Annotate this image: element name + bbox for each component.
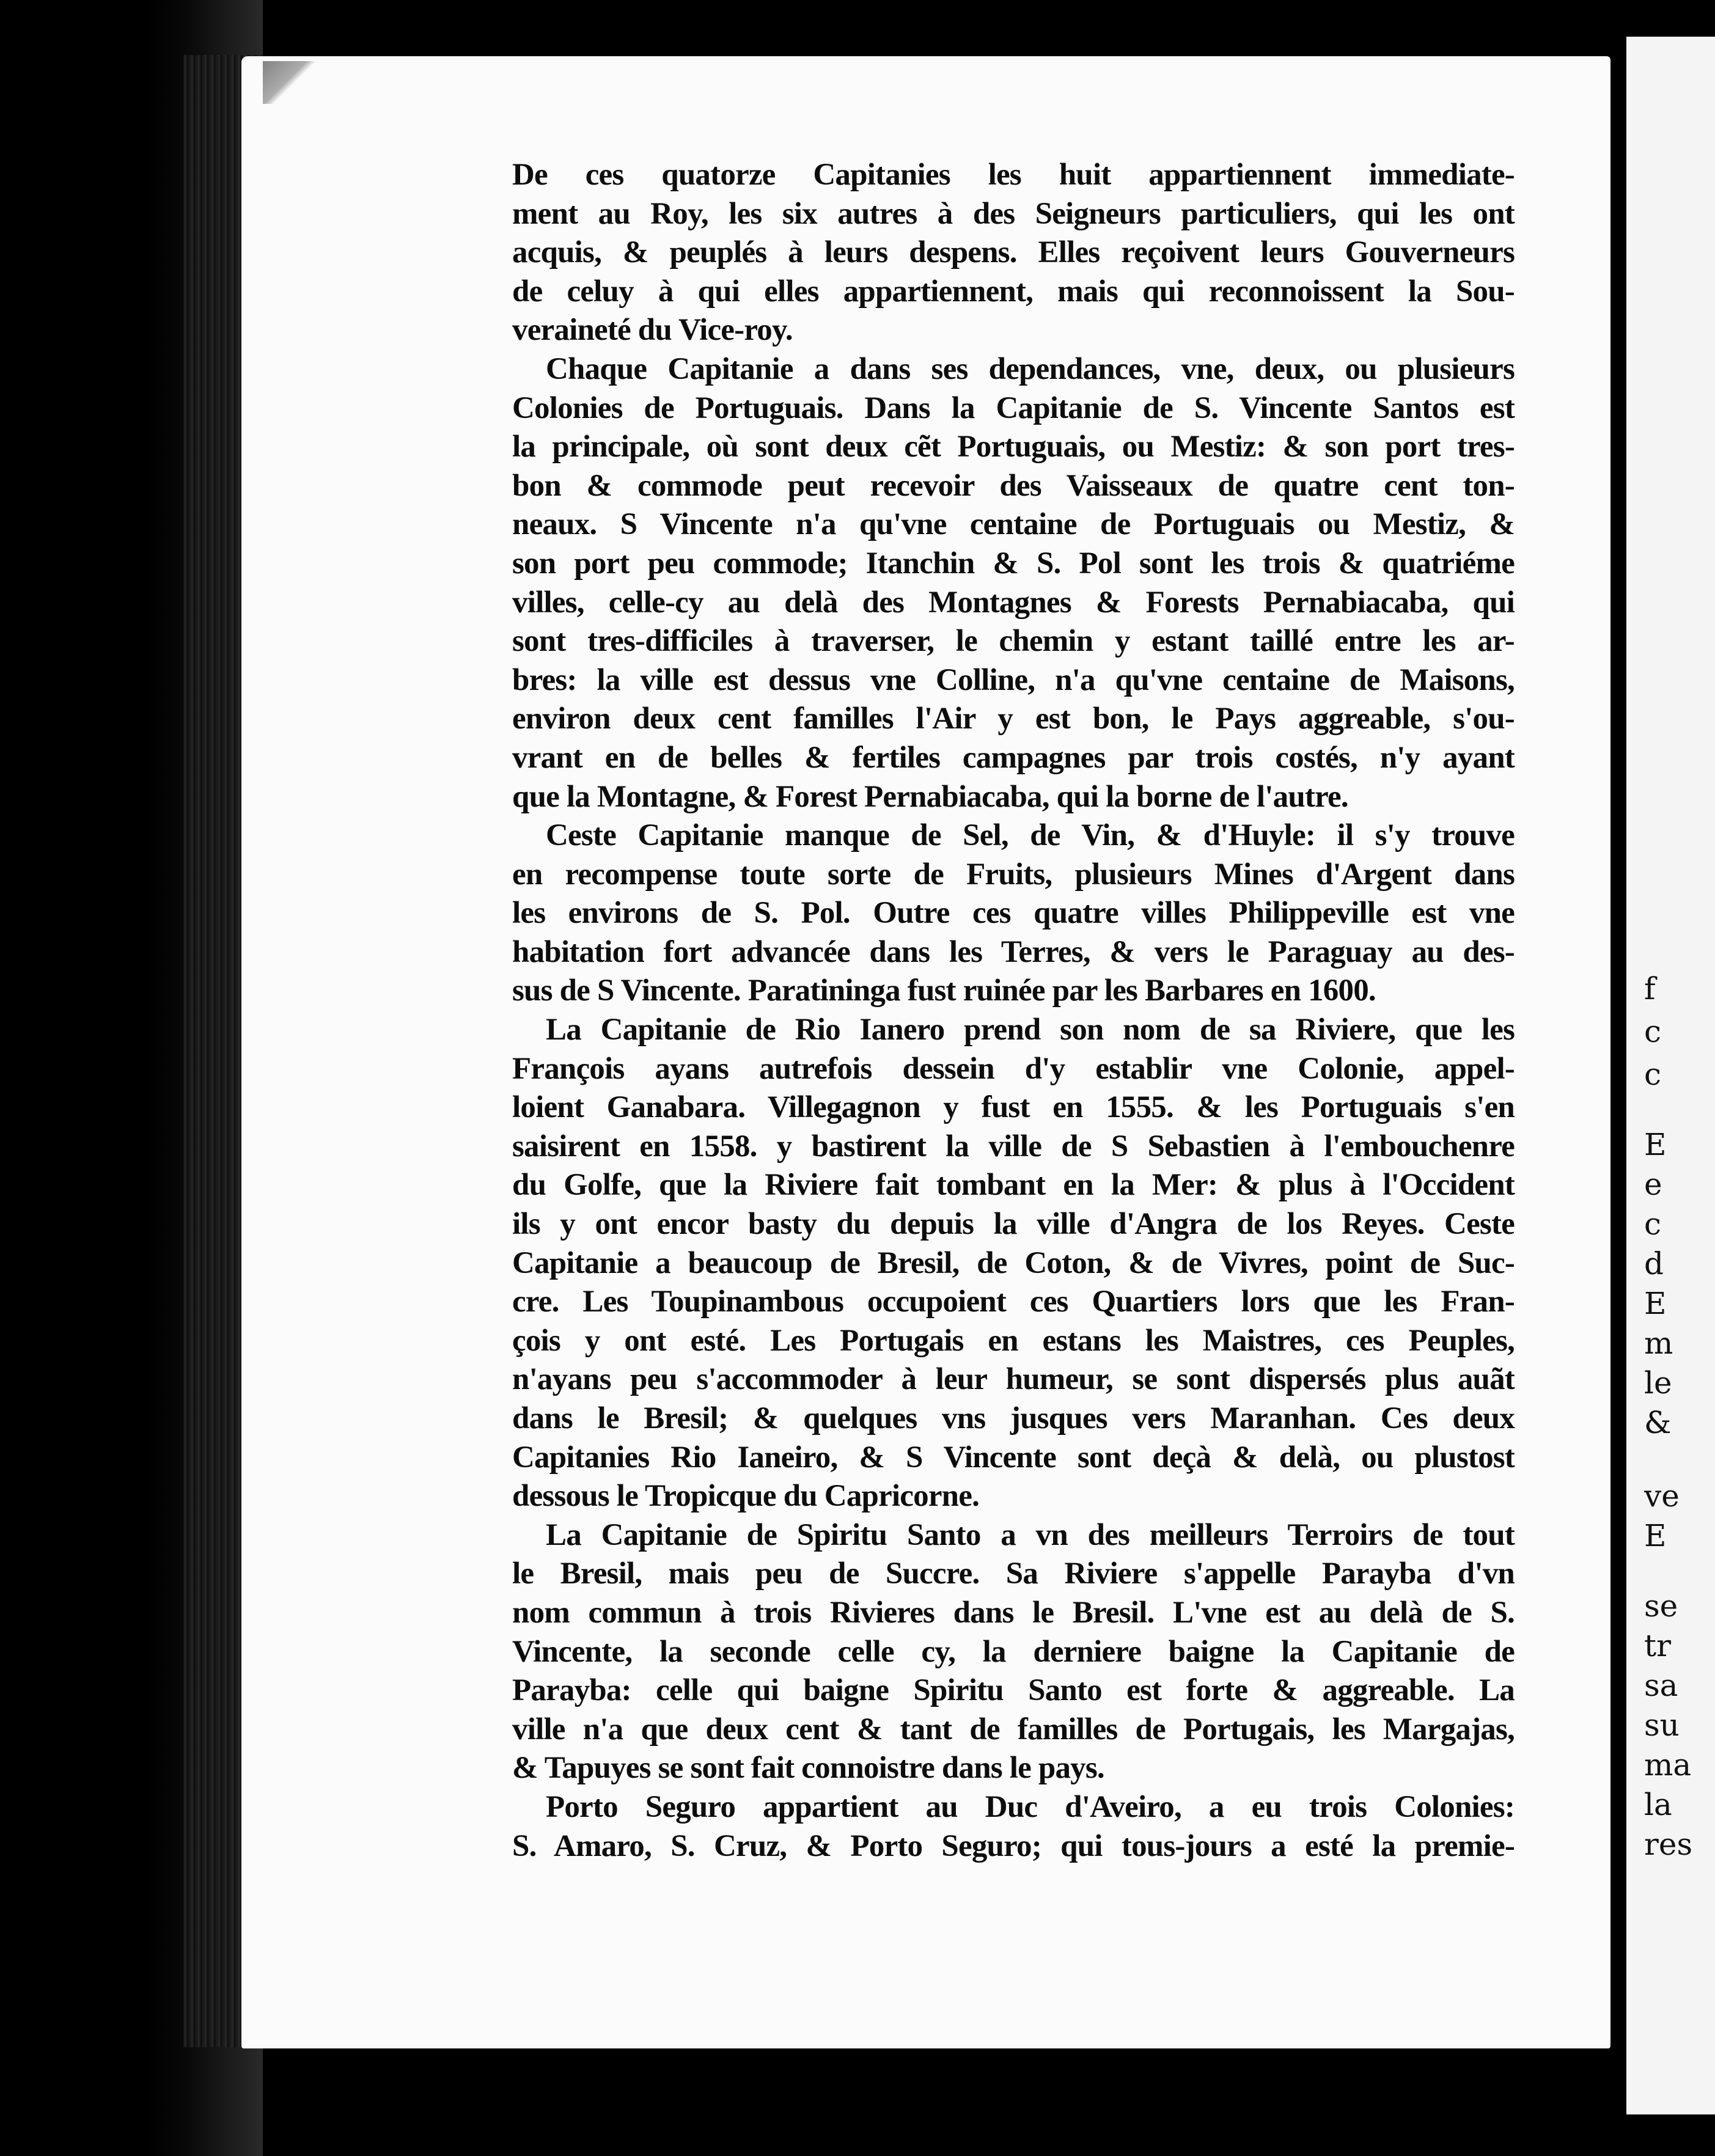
facing-page-fragment: E	[1644, 1519, 1667, 1553]
text-line: Colonies de Portuguais. Dans la Capitanie de S. Vincente Santos est	[512, 391, 1515, 425]
facing-page-fragment: res	[1644, 1827, 1693, 1861]
facing-page-fragment: le	[1644, 1366, 1672, 1400]
text-line: bres: la ville est dessus vne Colline, n'a qu'vne centaine de Maisons,	[512, 662, 1515, 697]
text-line: dessous le Tropicque du Capricorne.	[512, 1479, 980, 1514]
text-line: ment au Roy, les six autres à des Seigneurs particuliers, qui les ont	[512, 196, 1515, 231]
text-line: le Bresil, mais peu de Succre. Sa Riviere s'appelle Parayba d'vn	[512, 1557, 1515, 1591]
text-line: Capitanie a beaucoup de Bresil, de Coton, & de Vivres, point de Suc-	[512, 1245, 1515, 1280]
text-line: saisirent en 1558. y bastirent la ville de S Sebastien à l'embouchenre	[512, 1129, 1515, 1164]
text-line: Vincente, la seconde celle cy, la derniere baigne la Capitanie de	[512, 1634, 1515, 1669]
text-line: habitation fort advancée dans les Terres, & vers le Paraguay au des-	[512, 934, 1515, 969]
text-line: veraineté du Vice-roy.	[512, 313, 793, 348]
text-line: Parayba: celle qui baigne Spiritu Santo est forte & aggreable. La	[512, 1673, 1515, 1708]
text-line: Chaque Capitanie a dans ses dependances, vne, deux, ou plusieurs	[546, 351, 1515, 386]
facing-page-fragment: sa	[1644, 1668, 1678, 1703]
facing-page-fragment: c	[1644, 1014, 1662, 1049]
page-gutter	[1610, 37, 1626, 2090]
text-line: neaux. S Vincente n'a qu'vne centaine de Portuguais ou Mestiz, &	[512, 507, 1515, 542]
facing-page-fragment: e	[1644, 1167, 1662, 1201]
facing-page-fragment: d	[1644, 1247, 1664, 1281]
text-line: les environs de S. Pol. Outre ces quatre villes Philippeville est vne	[512, 896, 1515, 931]
facing-page-fragment: &	[1644, 1406, 1672, 1440]
text-line: sus de S Vincente. Paratininga fust ruinée par les Barbares en 1600.	[512, 974, 1376, 1008]
text-line: vrant en de belles & fertiles campagnes par trois costés, n'y ayant	[512, 740, 1515, 775]
facing-page-fragment: ve	[1644, 1479, 1680, 1513]
text-line: La Capitanie de Rio Ianero prend son nom de sa Riviere, que les	[546, 1013, 1515, 1047]
text-line: loient Ganabara. Villegagnon y fust en 1555. & les Portuguais s'en	[512, 1090, 1515, 1125]
text-line: dans le Bresil; & quelques vns jusques vers Maranhan. Ces deux	[512, 1401, 1515, 1436]
text-line: De ces quatorze Capitanies les huit appartiennent immediate-	[512, 158, 1515, 192]
text-line: ville n'a que deux cent & tant de familles de Portugais, les Margajas,	[512, 1712, 1515, 1747]
page-text	[512, 156, 1515, 1866]
text-line: que la Montagne, & Forest Pernabiacaba, qui la borne de l'autre.	[512, 779, 1348, 814]
page-corner-fold	[263, 61, 318, 104]
text-line: du Golfe, que la Riviere fait tombant en la Mer: & plus à l'Occident	[512, 1168, 1515, 1203]
facing-page-fragment: c	[1644, 1207, 1662, 1241]
text-line: ils y ont encor basty du depuis la ville d'Angra de los Reyes. Ceste	[512, 1207, 1515, 1242]
text-line: cre. Les Toupinambous occupoient ces Quartiers lors que les Fran-	[512, 1285, 1515, 1319]
text-line: S. Amaro, S. Cruz, & Porto Seguro; qui tous-jours a esté la premie-	[512, 1828, 1515, 1863]
text-line: & Tapuyes se sont fait connoistre dans le pays.	[512, 1751, 1104, 1786]
text-line: son port peu commode; Itanchin & S. Pol sont les trois & quatriéme	[512, 546, 1515, 581]
text-line: n'ayans peu s'accommoder à leur humeur, se sont dispersés plus auãt	[512, 1362, 1515, 1397]
facing-page-fragment: la	[1644, 1788, 1672, 1822]
facing-page-fragment: tr	[1644, 1629, 1671, 1663]
text-line: nom commun à trois Rivieres dans le Bresil. L'vne est au delà de S.	[512, 1595, 1515, 1630]
text-line: Porto Seguro appartient au Duc d'Aveiro, a eu trois Colonies:	[546, 1789, 1515, 1824]
facing-page-fragment: f	[1644, 972, 1656, 1006]
text-line: çois y ont esté. Les Portugais en estans les Maistres, ces Peuples,	[512, 1323, 1515, 1358]
text-line: de celuy à qui elles appartiennent, mais qui reconnoissent la Sou-	[512, 274, 1515, 309]
facing-page-fragment: E	[1644, 1128, 1667, 1162]
text-line: la principale, où sont deux cẽt Portuguais, ou Mestiz: & son port tres-	[512, 430, 1515, 464]
text-line: bon & commode peut recevoir des Vaisseaux de quatre cent ton-	[512, 468, 1515, 503]
facing-page-fragment: m	[1644, 1326, 1673, 1360]
text-line: Capitanies Rio Ianeiro, & S Vincente sont deçà & delà, ou plustost	[512, 1440, 1515, 1475]
facing-page-fragment: ma	[1644, 1748, 1692, 1782]
facing-page-fragment: E	[1644, 1286, 1667, 1321]
text-line: environ deux cent familles l'Air y est bon, le Pays aggreable, s'ou-	[512, 702, 1515, 736]
facing-page-fragment: su	[1644, 1708, 1680, 1742]
facing-page-fragment: c	[1644, 1057, 1662, 1091]
text-line: Ceste Capitanie manque de Sel, de Vin, & d'Huyle: il s'y trouve	[546, 818, 1515, 853]
text-line: La Capitanie de Spiritu Santo a vn des meilleurs Terroirs de tout	[546, 1517, 1515, 1552]
text-line: François ayans autrefois dessein d'y establir vne Colonie, appel-	[512, 1051, 1515, 1086]
text-line: sont tres-difficiles à traverser, le chemin y estant taillé entre les ar-	[512, 624, 1515, 659]
text-line: villes, celle-cy au delà des Montagnes & Forests Pernabiacaba, qui	[512, 585, 1515, 620]
text-line: acquis, & peuplés à leurs despens. Elles reçoivent leurs Gouverneurs	[512, 235, 1515, 270]
facing-page-fragment: se	[1644, 1589, 1678, 1623]
text-line: en recompense toute sorte de Fruits, plusieurs Mines d'Argent dans	[512, 857, 1515, 892]
